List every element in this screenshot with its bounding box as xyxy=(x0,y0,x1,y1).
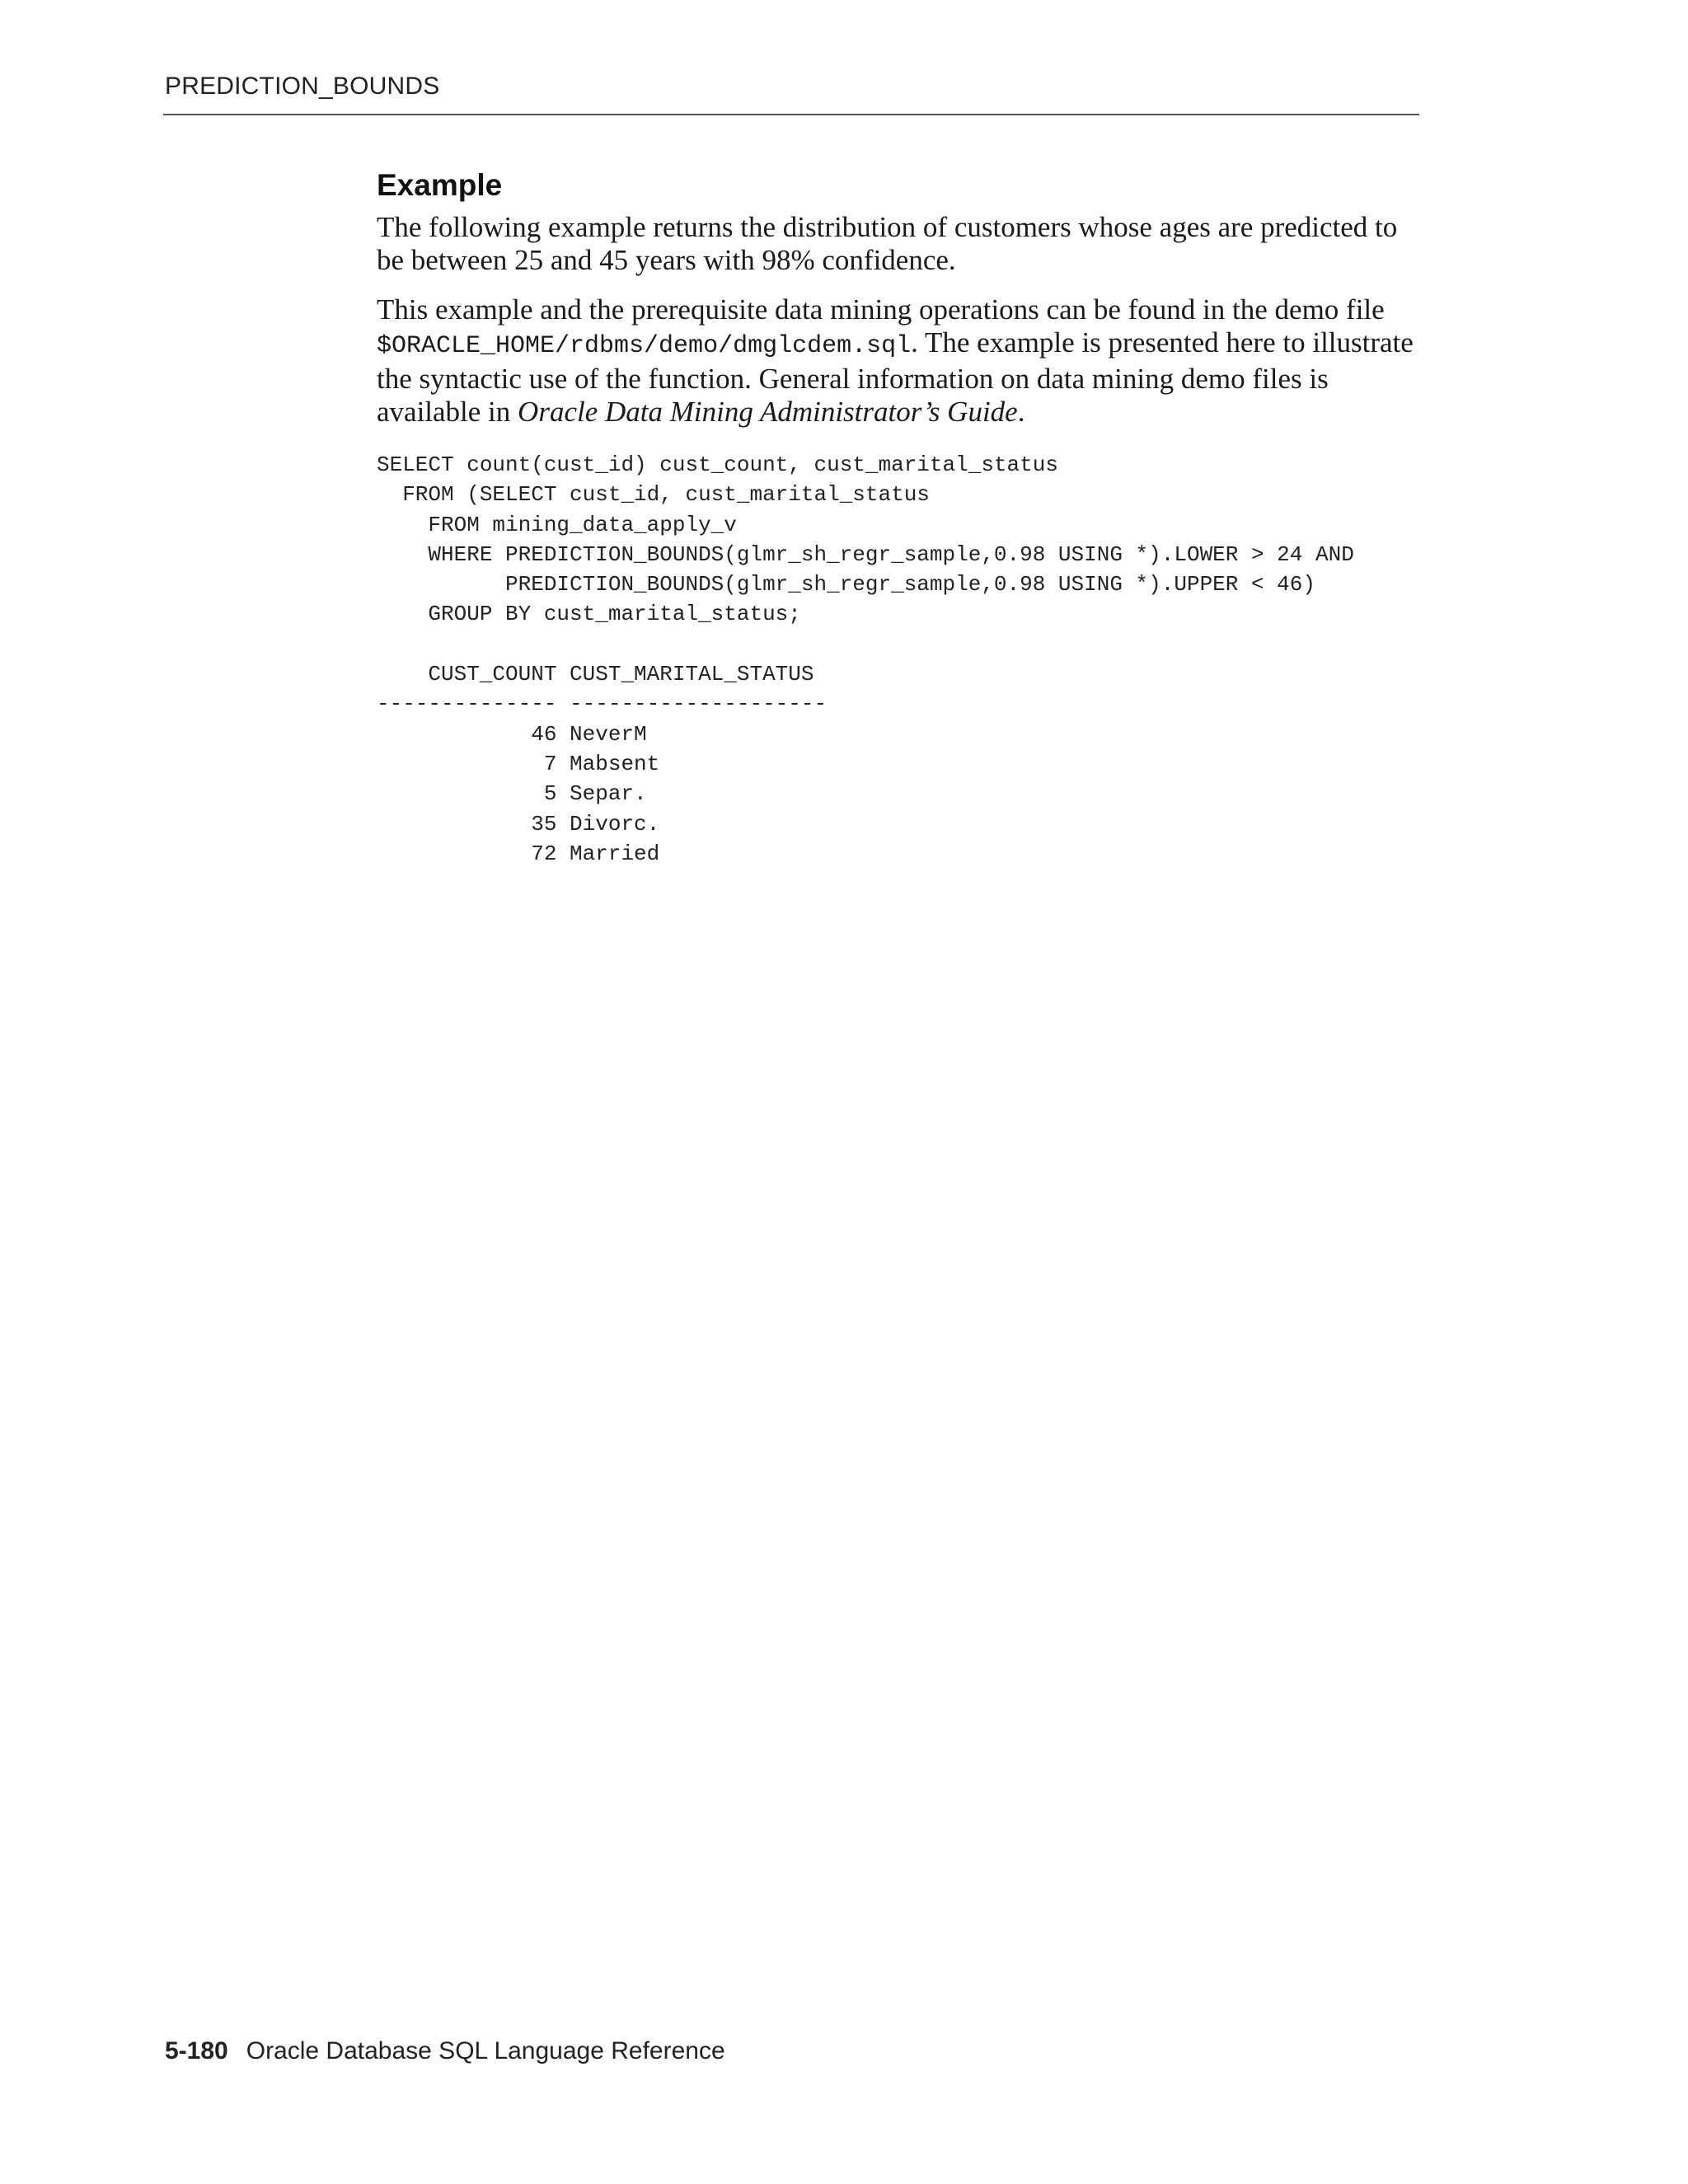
paragraph-text-part3: . xyxy=(1017,396,1025,428)
paragraph-description: The following example returns the distribution of customers whose ages are predicted to be between 25 and 45 years with 98% confidence. xyxy=(377,211,1398,276)
paragraph-demo-info xyxy=(377,293,1423,429)
sql-code-example: SELECT count(cust_id) cust_count, cust_marital_status FROM (SELECT cust_id, cust_marital_status FROM mining_data_apply_v WHERE PREDICTION_BOUNDS(glmr_sh_regr_sample,0.98 USING *).LOWER > 24 AND PREDICTION_BOUNDS(glmr_sh_regr_sample,0.98 USING *).UPPER < 46) GROUP BY cust_marital_status; CUST_COUNT CUST_MARITAL_STATUS -------------- -------------------- 46 NeverM 7 Mabsent 5 Separ. 35 Divorc. 72 Married xyxy=(377,452,1354,866)
page-number: 5-180 xyxy=(165,2037,228,2064)
header-divider xyxy=(163,114,1419,115)
section-heading: Example xyxy=(377,168,503,202)
paragraph-text-part2: . The example is presented here to illustrate the syntactic use of the function. General information on data mining demo files is available in xyxy=(377,326,1414,428)
book-title-reference: Oracle Data Mining Administrator’s Guide xyxy=(518,396,1018,428)
main-content xyxy=(377,168,1423,869)
paragraph-text-part1: This example and the prerequisite data mining operations can be found in the demo file xyxy=(377,293,1385,326)
page-footer xyxy=(165,2037,725,2065)
running-header: PREDICTION_BOUNDS xyxy=(165,73,440,100)
demo-file-path: $ORACLE_HOME/rdbms/demo/dmglcdem.sql xyxy=(377,332,912,360)
book-name: Oracle Database SQL Language Reference xyxy=(246,2037,725,2064)
